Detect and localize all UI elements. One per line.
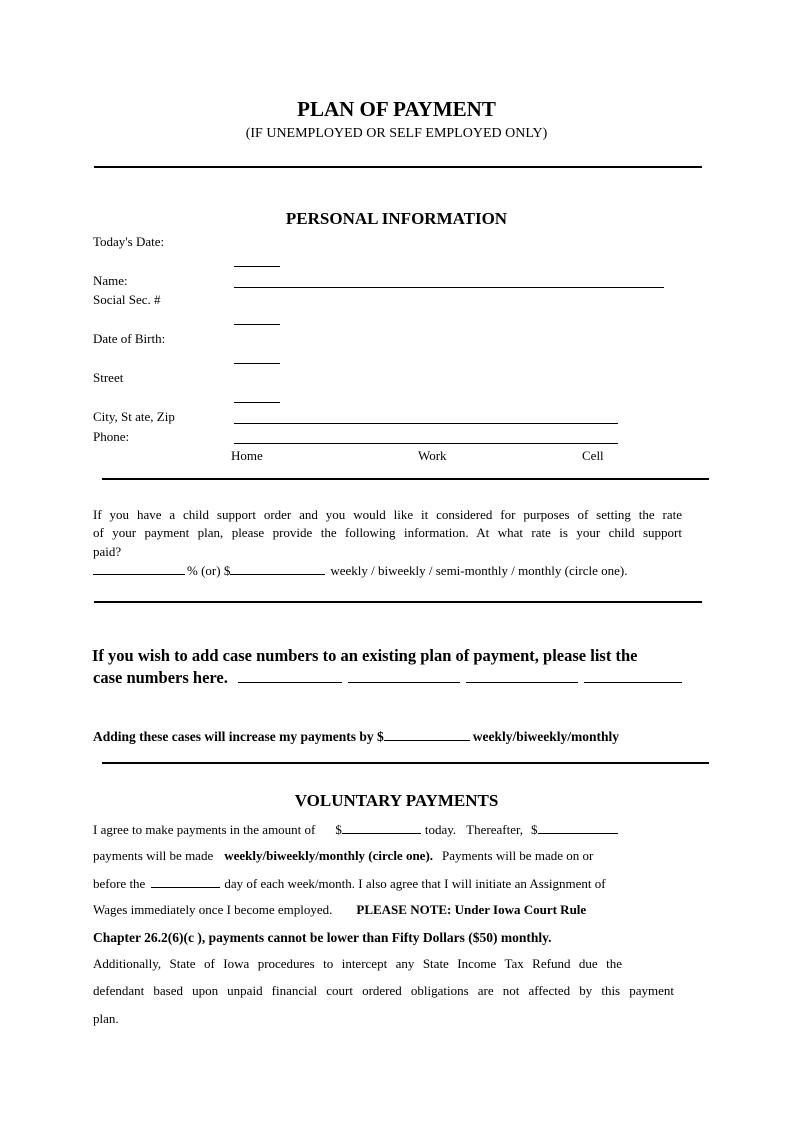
increase-payment-amount-field[interactable] — [384, 728, 470, 741]
child-support-amount-field[interactable] — [230, 562, 325, 575]
voluntary-line-2 — [93, 848, 593, 864]
voluntary-payments-heading: VOLUNTARY PAYMENTS — [294, 791, 499, 810]
dob-label: Date of Birth: — [93, 331, 166, 346]
voluntary-l4-a: Wages immediately once I become employed. — [93, 902, 333, 917]
voluntary-line-6: Additionally, State of Iowa procedures to intercept any State Income Tax Refund due the — [93, 956, 622, 971]
case-numbers-text-line2: case numbers here. — [93, 668, 228, 687]
case-number-field-3[interactable] — [466, 668, 578, 683]
name-label: Name: — [93, 273, 128, 288]
case-number-field-4[interactable] — [584, 668, 682, 683]
child-support-rate-row — [93, 562, 627, 579]
child-support-frequency-options[interactable]: weekly / biweekly / semi-monthly / monthly (circle one). — [330, 563, 628, 578]
voluntary-l2-c: Payments will be made on or — [442, 848, 594, 863]
increase-payment-prefix: Adding these cases will increase my payments by $ — [93, 729, 384, 744]
phone-label: Phone: — [93, 429, 130, 444]
voluntary-l1-c: today. — [424, 822, 457, 837]
voluntary-line-8: plan. — [93, 1011, 119, 1026]
voluntary-l2-a: payments will be made — [93, 848, 214, 863]
ssn-label: Social Sec. # — [93, 292, 161, 307]
case-numbers-row — [93, 668, 682, 688]
payment-day-field[interactable] — [151, 875, 220, 888]
page-subtitle: (IF UNEMPLOYED OR SELF EMPLOYED ONLY) — [245, 126, 548, 141]
voluntary-l3-a: before the — [93, 876, 146, 891]
case-numbers-text-line1: If you wish to add case numbers to an existing plan of payment, please list the — [92, 646, 638, 665]
personal-info-divider — [102, 478, 709, 480]
voluntary-line-7: defendant based upon unpaid financial court ordered obligations are not affected by this payment — [93, 983, 674, 998]
phone-home-label: Home — [231, 448, 263, 463]
street-label: Street — [93, 370, 124, 385]
voluntary-line-1 — [93, 821, 618, 838]
child-support-text-line3: paid? — [93, 544, 122, 559]
child-support-text-line2: of your payment plan, please provide the following information. At what rate is your child support — [93, 525, 682, 540]
voluntary-l1-d: Thereafter, — [466, 822, 524, 837]
street-field[interactable] — [234, 402, 280, 403]
recurring-payment-amount-field[interactable] — [538, 821, 618, 834]
header-divider — [94, 166, 702, 168]
page-title: PLAN OF PAYMENT — [297, 97, 496, 121]
voluntary-l3-b: day of each week/month. I also agree that I will initiate an Assignment of — [224, 876, 606, 891]
phone-field[interactable] — [234, 443, 618, 444]
todays-date-field[interactable] — [234, 266, 280, 267]
voluntary-line-4 — [93, 902, 586, 918]
personal-info-heading: PERSONAL INFORMATION — [285, 209, 508, 228]
name-field[interactable] — [234, 287, 664, 288]
child-support-pct-label: % (or) $ — [187, 563, 231, 578]
payment-frequency-options[interactable]: weekly/biweekly/monthly (circle one). — [224, 848, 434, 863]
phone-cell-label: Cell — [582, 448, 604, 463]
voluntary-l1-b: $ — [335, 822, 342, 837]
voluntary-line-3 — [93, 875, 606, 892]
cases-divider — [102, 762, 709, 764]
child-support-divider — [94, 601, 702, 603]
phone-work-label: Work — [418, 448, 447, 463]
increase-payment-row — [93, 728, 619, 745]
voluntary-l4-b: PLEASE NOTE: Under Iowa Court Rule — [356, 902, 587, 917]
city-state-zip-label: City, St ate, Zip — [93, 409, 175, 424]
case-number-field-2[interactable] — [348, 668, 460, 683]
increase-payment-suffix: weekly/biweekly/monthly — [472, 729, 620, 744]
todays-date-label: Today's Date: — [93, 234, 165, 249]
dob-field[interactable] — [234, 363, 280, 364]
ssn-field[interactable] — [234, 324, 280, 325]
initial-payment-amount-field[interactable] — [342, 821, 421, 834]
child-support-percent-field[interactable] — [93, 562, 185, 575]
case-number-field-1[interactable] — [238, 668, 342, 683]
city-state-zip-field[interactable] — [234, 423, 618, 424]
child-support-text-line1: If you have a child support order and you would like it considered for purposes of setting the rate — [93, 507, 682, 522]
voluntary-l1-a: I agree to make payments in the amount of — [93, 822, 316, 837]
voluntary-line-5: Chapter 26.2(6)(c ), payments cannot be lower than Fifty Dollars ($50) monthly. — [93, 930, 552, 945]
voluntary-l1-e: $ — [531, 822, 538, 837]
